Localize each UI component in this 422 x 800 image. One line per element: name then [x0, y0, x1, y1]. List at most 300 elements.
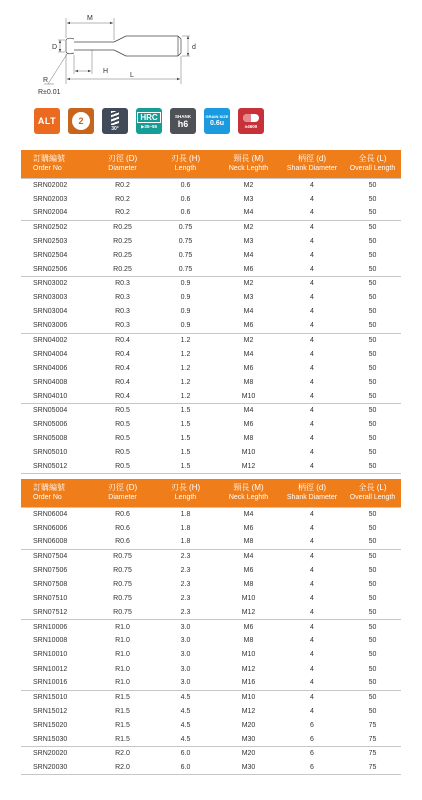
- cell-neck-length: M6: [243, 364, 254, 372]
- cell-order-no: SRN04002: [21, 333, 91, 347]
- cell-neck-length: M4: [243, 350, 254, 358]
- spec-table-2: [21, 479, 401, 775]
- helix-angle: 30°: [111, 125, 119, 132]
- cell-shank-diameter: 4: [310, 524, 314, 532]
- cell-neck-length: M4: [243, 308, 254, 316]
- table-row: [21, 460, 401, 474]
- cell-order-no: SRN20030: [21, 761, 91, 775]
- cell-order-no: SRN07508: [33, 581, 68, 589]
- cell-diameter: R1.0: [91, 620, 154, 634]
- cell-neck-length: M4: [243, 252, 254, 260]
- cell-overall-length: 50: [368, 421, 377, 429]
- header-overall-length: 全長 (L) Overall Length: [344, 150, 401, 178]
- cell-neck-length: M12: [241, 665, 256, 673]
- cell-diameter: R0.75: [113, 566, 132, 574]
- cell-overall-length: 75: [368, 721, 377, 729]
- cell-length: 1.8: [154, 507, 217, 521]
- cell-diameter: R0.3: [91, 277, 154, 291]
- table-row: [21, 446, 401, 460]
- hrc-label: HRC: [137, 112, 160, 123]
- cell-length: 3.0: [180, 637, 191, 645]
- cell-neck-length: M12: [241, 707, 256, 715]
- cell-diameter: R0.3: [115, 322, 130, 330]
- cell-order-no: SRN10006: [21, 620, 91, 634]
- cell-length: 0.6: [154, 178, 217, 192]
- cell-shank-diameter: 4: [310, 449, 314, 457]
- cell-diameter: R0.4: [115, 364, 130, 372]
- cell-neck-length: M8: [243, 581, 254, 589]
- cell-diameter: R0.5: [91, 460, 154, 474]
- cell-overall-length: 50: [368, 566, 377, 574]
- header-neck-length: 頸長 (M) Neck Leghth: [217, 150, 280, 178]
- cell-length: 1.2: [180, 364, 191, 372]
- table-row: [21, 690, 401, 704]
- cell-overall-length: 50: [368, 237, 377, 245]
- cell-shank-diameter: 4: [310, 392, 314, 400]
- cell-overall-length: 50: [344, 333, 401, 347]
- shank-value: h6: [177, 118, 189, 129]
- cell-shank-diameter: 4: [310, 294, 314, 302]
- cell-order-no: SRN04010: [33, 392, 68, 400]
- cell-overall-length: 50: [368, 608, 377, 616]
- table-row: [21, 620, 401, 634]
- cell-shank-diameter: 4: [310, 421, 314, 429]
- cell-length: 6.0: [154, 761, 217, 775]
- cell-shank-diameter: 4: [310, 538, 314, 546]
- cell-neck-length: M8: [243, 435, 254, 443]
- cell-overall-length: 50: [344, 277, 401, 291]
- cell-shank-diameter: 4: [280, 333, 344, 347]
- cell-length: 0.75: [178, 252, 193, 260]
- cell-shank-diameter: 4: [310, 608, 314, 616]
- header-shank-diameter: 柄徑 (d) Shank Diameter: [280, 479, 344, 507]
- header-diameter: 刃徑 (D) Diameter: [91, 479, 154, 507]
- cell-length: 1.2: [180, 378, 191, 386]
- table-row: [21, 305, 401, 319]
- hrc-badge: [136, 108, 162, 134]
- cell-order-no: SRN06008: [33, 538, 68, 546]
- cell-shank-diameter: 4: [310, 195, 314, 203]
- cell-overall-length: 50: [368, 195, 377, 203]
- table-row: [21, 507, 401, 521]
- cell-shank-diameter: 4: [310, 350, 314, 358]
- cell-shank-diameter: 4: [310, 707, 314, 715]
- table-row: [21, 535, 401, 549]
- cell-diameter: R0.6: [115, 524, 130, 532]
- table-row: [21, 291, 401, 305]
- cell-diameter: R1.5: [115, 707, 130, 715]
- table-row: [21, 648, 401, 662]
- cell-shank-diameter: 6: [310, 721, 314, 729]
- cell-neck-length: M20: [217, 747, 280, 761]
- cell-length: 1.2: [180, 350, 191, 358]
- table-row: [21, 333, 401, 347]
- cell-diameter: R0.25: [113, 265, 132, 273]
- helix-angle-badge: [102, 108, 128, 134]
- cell-length: 6.0: [154, 747, 217, 761]
- table-row: [21, 389, 401, 403]
- cell-diameter: R1.0: [115, 651, 130, 659]
- cell-order-no: SRN07512: [33, 608, 68, 616]
- cell-length: 0.75: [178, 265, 193, 273]
- cell-order-no: SRN02003: [33, 195, 68, 203]
- cell-overall-length: 50: [368, 637, 377, 645]
- cell-shank-diameter: 4: [310, 209, 314, 217]
- cell-length: 3.0: [180, 651, 191, 659]
- cell-neck-length: M30: [241, 735, 256, 743]
- cell-order-no: SRN07504: [21, 549, 91, 563]
- label-r: R: [43, 77, 49, 84]
- table-row: [21, 404, 401, 418]
- cell-diameter: R0.25: [113, 237, 132, 245]
- cell-diameter: R0.75: [91, 549, 154, 563]
- table-row: [21, 761, 401, 775]
- cell-length: 1.5: [180, 421, 191, 429]
- cell-shank-diameter: 4: [310, 637, 314, 645]
- grain-value: 0.6u: [209, 119, 224, 127]
- cell-diameter: R0.6: [91, 507, 154, 521]
- arrow-heads: [59, 22, 189, 80]
- cell-order-no: SRN10008: [33, 637, 68, 645]
- cell-neck-length: M30: [217, 761, 280, 775]
- cell-neck-length: M6: [243, 265, 254, 273]
- cell-length: 2.3: [154, 549, 217, 563]
- cell-neck-length: M12: [241, 608, 256, 616]
- table-row: [21, 234, 401, 248]
- table-row: [21, 592, 401, 606]
- cell-overall-length: 50: [368, 364, 377, 372]
- cell-length: 1.5: [180, 449, 191, 457]
- cell-diameter: R0.6: [115, 538, 130, 546]
- cell-neck-length: M2: [217, 333, 280, 347]
- table-row: [21, 418, 401, 432]
- coating-temp-badge: [238, 108, 264, 134]
- cell-overall-length: 50: [368, 322, 377, 330]
- cell-shank-diameter: 6: [280, 747, 344, 761]
- table-row: [21, 662, 401, 676]
- cell-length: 3.0: [154, 620, 217, 634]
- cell-neck-length: M4: [217, 404, 280, 418]
- cell-shank-diameter: 4: [310, 378, 314, 386]
- cell-diameter: R0.5: [115, 449, 130, 457]
- cell-order-no: SRN10010: [33, 651, 68, 659]
- table-row: [21, 178, 401, 192]
- cell-overall-length: 50: [344, 460, 401, 474]
- cell-neck-length: M10: [241, 392, 256, 400]
- alt-label: ALT: [37, 116, 57, 126]
- cell-overall-length: 50: [368, 707, 377, 715]
- cell-diameter: R0.4: [91, 333, 154, 347]
- cell-order-no: SRN06004: [21, 507, 91, 521]
- cell-order-no: SRN03003: [33, 294, 68, 302]
- cell-order-no: SRN15030: [33, 735, 68, 743]
- cell-overall-length: 50: [368, 449, 377, 457]
- label-d-upper: D: [52, 44, 58, 51]
- cell-shank-diameter: 4: [280, 460, 344, 474]
- alt-coating-badge: [34, 108, 60, 134]
- table-row: [21, 676, 401, 690]
- cell-length: 1.5: [154, 460, 217, 474]
- cell-overall-length: 50: [344, 178, 401, 192]
- table-row: [21, 263, 401, 277]
- cell-neck-length: M4: [217, 507, 280, 521]
- cell-shank-diameter: 4: [280, 620, 344, 634]
- cell-diameter: R0.25: [113, 252, 132, 260]
- hrc-range: ▶35~55: [140, 124, 158, 129]
- cell-overall-length: 50: [368, 209, 377, 217]
- cell-shank-diameter: 4: [310, 265, 314, 273]
- cell-order-no: SRN05008: [33, 435, 68, 443]
- cell-diameter: R2.0: [91, 761, 154, 775]
- cell-overall-length: 50: [368, 294, 377, 302]
- cell-overall-length: 50: [368, 350, 377, 358]
- table-row: [21, 206, 401, 220]
- cell-diameter: R0.2: [91, 178, 154, 192]
- cell-order-no: SRN04008: [33, 378, 68, 386]
- cell-order-no: SRN02502: [21, 220, 91, 234]
- cell-overall-length: 50: [368, 665, 377, 673]
- cell-neck-length: M4: [217, 549, 280, 563]
- cell-order-no: SRN07510: [33, 595, 68, 603]
- label-tolerance: R±0.01: [38, 89, 61, 96]
- cell-diameter: R0.75: [113, 595, 132, 603]
- helix-icon: [111, 111, 119, 125]
- cell-shank-diameter: 4: [310, 308, 314, 316]
- table-row: [21, 277, 401, 291]
- cell-neck-length: M2: [217, 220, 280, 234]
- table-row: [21, 733, 401, 747]
- cell-neck-length: M4: [243, 209, 254, 217]
- cell-overall-length: 50: [344, 620, 401, 634]
- cell-overall-length: 75: [368, 735, 377, 743]
- cell-neck-length: M8: [243, 637, 254, 645]
- cell-order-no: SRN20020: [21, 747, 91, 761]
- cell-neck-length: M2: [217, 277, 280, 291]
- cell-diameter: R1.5: [115, 721, 130, 729]
- cell-overall-length: 50: [344, 690, 401, 704]
- cell-length: 0.6: [180, 195, 191, 203]
- cell-length: 3.0: [180, 665, 191, 673]
- cell-order-no: SRN10016: [33, 679, 68, 687]
- header-diameter: 刃徑 (D) Diameter: [91, 150, 154, 178]
- cell-diameter: R0.4: [115, 392, 130, 400]
- table-row: [21, 521, 401, 535]
- cell-overall-length: 50: [368, 679, 377, 687]
- cell-length: 2.3: [180, 566, 191, 574]
- cell-length: 1.5: [154, 404, 217, 418]
- cell-overall-length: 50: [344, 549, 401, 563]
- shank-badge: [170, 108, 196, 134]
- cell-order-no: SRN04004: [33, 350, 68, 358]
- cell-diameter: R0.75: [113, 581, 132, 589]
- cell-neck-length: M3: [243, 237, 254, 245]
- cell-shank-diameter: 4: [280, 690, 344, 704]
- cell-length: 2.3: [180, 581, 191, 589]
- cell-length: 0.75: [154, 220, 217, 234]
- cell-neck-length: M2: [217, 178, 280, 192]
- cell-overall-length: 50: [368, 581, 377, 589]
- cell-neck-length: M12: [217, 460, 280, 474]
- cell-overall-length: 50: [368, 435, 377, 443]
- cell-shank-diameter: 6: [310, 735, 314, 743]
- header-length: 刃長 (H) Length: [154, 479, 217, 507]
- header-order-no: 訂購編號 Order No: [21, 479, 91, 507]
- cell-order-no: SRN07506: [33, 566, 68, 574]
- cell-diameter: R0.4: [115, 378, 130, 386]
- header-shank-diameter: 柄徑 (d) Shank Diameter: [280, 150, 344, 178]
- cell-diameter: R0.5: [115, 421, 130, 429]
- cell-order-no: SRN03006: [33, 322, 68, 330]
- cell-order-no: SRN15020: [33, 721, 68, 729]
- cell-shank-diameter: 4: [310, 322, 314, 330]
- shank-label: SHANK: [174, 113, 191, 119]
- cell-shank-diameter: 4: [310, 252, 314, 260]
- cell-length: 1.5: [180, 435, 191, 443]
- table-row: [21, 634, 401, 648]
- cell-shank-diameter: 4: [280, 507, 344, 521]
- cell-order-no: SRN02002: [21, 178, 91, 192]
- cell-diameter: R0.5: [91, 404, 154, 418]
- cell-neck-length: M6: [217, 620, 280, 634]
- cell-overall-length: 75: [344, 747, 401, 761]
- cell-neck-length: M10: [241, 651, 256, 659]
- cell-diameter: R0.25: [91, 220, 154, 234]
- cell-overall-length: 50: [368, 524, 377, 532]
- header-overall-length: 全長 (L) Overall Length: [344, 479, 401, 507]
- cell-diameter: R0.5: [115, 435, 130, 443]
- cell-order-no: SRN02004: [33, 209, 68, 217]
- cell-length: 0.75: [178, 237, 193, 245]
- cell-overall-length: 50: [368, 538, 377, 546]
- cell-diameter: R0.2: [115, 195, 130, 203]
- cell-length: 4.5: [180, 735, 191, 743]
- capsule-icon: [243, 114, 259, 122]
- cell-length: 0.9: [180, 322, 191, 330]
- cell-diameter: R0.4: [115, 350, 130, 358]
- cell-shank-diameter: 4: [280, 178, 344, 192]
- table-row: [21, 718, 401, 732]
- cell-shank-diameter: 4: [280, 277, 344, 291]
- cell-order-no: SRN15010: [21, 690, 91, 704]
- table-header-row: [21, 150, 401, 178]
- table-row: [21, 347, 401, 361]
- flute-icon: [72, 112, 90, 130]
- table-row: [21, 192, 401, 206]
- cell-neck-length: M6: [243, 322, 254, 330]
- cell-diameter: R0.3: [115, 294, 130, 302]
- cell-order-no: SRN04006: [33, 364, 68, 372]
- cell-shank-diameter: 4: [310, 364, 314, 372]
- cell-length: 4.5: [154, 690, 217, 704]
- label-l: L: [130, 72, 134, 79]
- end-mill-diagram: [30, 8, 230, 96]
- cell-order-no: SRN02503: [33, 237, 68, 245]
- cell-order-no: SRN03004: [33, 308, 68, 316]
- table-row: [21, 248, 401, 262]
- cell-diameter: R0.75: [113, 608, 132, 616]
- table-row: [21, 563, 401, 577]
- header-neck-length: 頸長 (M) Neck Leghth: [217, 479, 280, 507]
- cell-order-no: SRN05006: [33, 421, 68, 429]
- feature-badges: [34, 108, 264, 134]
- cell-order-no: SRN05004: [21, 404, 91, 418]
- cell-order-no: SRN06006: [33, 524, 68, 532]
- cell-shank-diameter: 4: [310, 566, 314, 574]
- cell-diameter: R1.0: [115, 637, 130, 645]
- cell-length: 2.3: [180, 608, 191, 616]
- cell-order-no: SRN02504: [33, 252, 68, 260]
- cell-order-no: SRN03002: [21, 277, 91, 291]
- cell-order-no: SRN02506: [33, 265, 68, 273]
- cell-shank-diameter: 4: [280, 220, 344, 234]
- cell-order-no: SRN05012: [21, 460, 91, 474]
- cell-length: 4.5: [180, 707, 191, 715]
- cell-length: 1.2: [180, 392, 191, 400]
- cell-length: 0.9: [154, 277, 217, 291]
- spec-table-1: [21, 150, 401, 474]
- cell-neck-length: M8: [243, 378, 254, 386]
- table-row: [21, 704, 401, 718]
- cell-neck-length: M6: [243, 524, 254, 532]
- cell-overall-length: 50: [344, 220, 401, 234]
- cell-overall-length: 75: [344, 761, 401, 775]
- cell-overall-length: 50: [344, 507, 401, 521]
- cell-neck-length: M16: [241, 679, 256, 687]
- table-row: [21, 361, 401, 375]
- cell-length: 0.9: [180, 308, 191, 316]
- cell-shank-diameter: 6: [280, 761, 344, 775]
- cell-overall-length: 50: [344, 404, 401, 418]
- cell-overall-length: 50: [368, 265, 377, 273]
- table-row: [21, 577, 401, 591]
- label-d-lower: d: [192, 44, 196, 51]
- cell-neck-length: M10: [241, 595, 256, 603]
- cell-length: 1.8: [180, 538, 191, 546]
- cell-neck-length: M6: [243, 566, 254, 574]
- tool-outline: [66, 36, 181, 56]
- cell-order-no: SRN10012: [33, 665, 68, 673]
- header-order-no: 訂購編號 Order No: [21, 150, 91, 178]
- label-h: H: [103, 68, 109, 75]
- cell-diameter: R0.2: [115, 209, 130, 217]
- flute-count-badge: [68, 108, 94, 134]
- cell-diameter: R0.3: [115, 308, 130, 316]
- cell-diameter: R1.0: [115, 679, 130, 687]
- cell-order-no: SRN15012: [33, 707, 68, 715]
- cell-neck-length: M3: [243, 195, 254, 203]
- table-row: [21, 432, 401, 446]
- cell-diameter: R1.0: [115, 665, 130, 673]
- cell-shank-diameter: 4: [280, 549, 344, 563]
- cell-neck-length: M10: [241, 449, 256, 457]
- flute-count: 2: [78, 116, 84, 126]
- cell-overall-length: 50: [368, 252, 377, 260]
- cell-shank-diameter: 4: [310, 581, 314, 589]
- cell-overall-length: 50: [368, 392, 377, 400]
- cell-shank-diameter: 4: [310, 595, 314, 603]
- cell-length: 0.6: [180, 209, 191, 217]
- cell-neck-length: M6: [243, 421, 254, 429]
- cell-overall-length: 50: [368, 651, 377, 659]
- cell-diameter: R2.0: [91, 747, 154, 761]
- table-row: [21, 747, 401, 761]
- table-row: [21, 549, 401, 563]
- table-row: [21, 220, 401, 234]
- cell-shank-diameter: 4: [310, 435, 314, 443]
- grain-label: GRAIN SIZE: [205, 114, 229, 120]
- coating-temp: ±4600: [244, 123, 258, 129]
- cell-order-no: SRN05010: [33, 449, 68, 457]
